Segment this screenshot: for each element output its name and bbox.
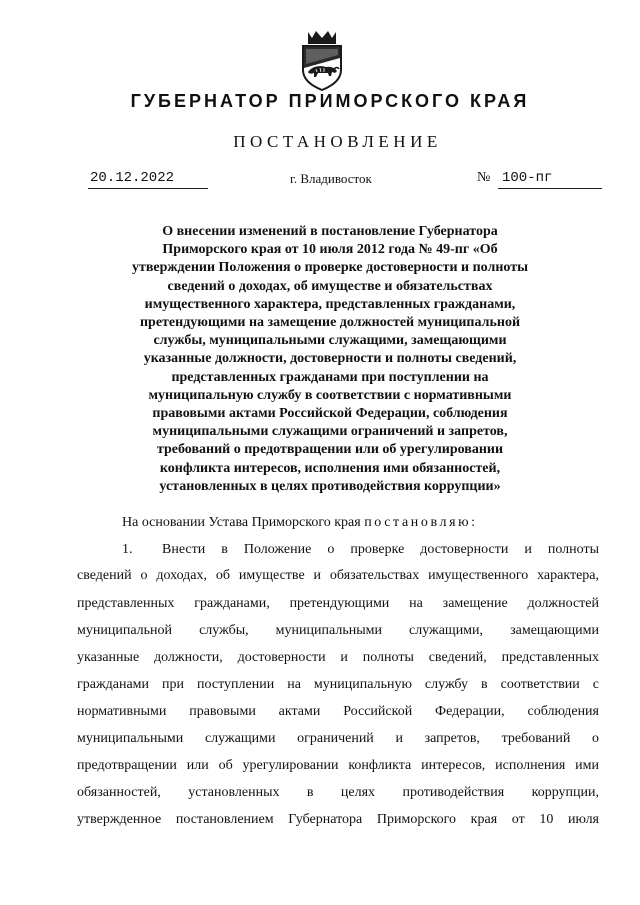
body-line: муниципальными служащими ограничений и запретов, требований о: [77, 731, 599, 746]
heading-line: представленных гражданами при поступлении на: [171, 369, 489, 385]
body-line: муниципальной службы, муниципальными служащими, замещающими: [77, 623, 599, 638]
intro-suffix: :: [471, 515, 476, 530]
heading-line: конфликта интересов, исполнения ими обязанностей,: [159, 460, 501, 476]
document-city: г. Владивосток: [290, 171, 372, 186]
body-line: представленных гражданами, претендующими на замещение должностей: [77, 596, 599, 611]
body-line: указанные должности, достоверности и полноты сведений, представленных: [77, 650, 599, 665]
governor-title: ГУБЕРНАТОР ПРИМОРСКОГО КРАЯ: [130, 91, 530, 111]
heading-line: сведений о доходах, об имуществе и обязательствах: [167, 278, 493, 294]
primorsky-krai-coat-of-arms-icon: [296, 28, 348, 92]
intro-paragraph: [122, 515, 475, 531]
body-line: утвержденное постановлением Губернатора Приморского края от 10 июля: [77, 812, 599, 827]
document-heading: [100, 223, 560, 496]
document-number: 100-пг: [498, 170, 602, 189]
item-1-text: Внести в Положение о проверке достоверности и полноты: [162, 542, 599, 557]
heading-line: требований о предотвращении или об урегулировании: [156, 442, 504, 458]
body-line: гражданами при поступлении на муниципальную службу в соответствии с: [77, 677, 599, 692]
document-type: ПОСТАНОВЛЕНИЕ: [233, 132, 442, 151]
heading-line: муниципальную службу в соответствии с нормативными: [148, 387, 512, 403]
heading-line: О внесении изменений в постановление Губернатора: [162, 224, 498, 239]
intro-decree-word: постановляю: [364, 515, 472, 530]
heading-line: Приморского края от 10 июля 2012 года № 49-пг «Об: [162, 242, 498, 258]
heading-line: правовыми актами Российской Федерации, соблюдения: [152, 406, 508, 422]
heading-line: имущественного характера, представленных гражданами,: [144, 296, 516, 312]
number-sign: №: [477, 170, 491, 185]
heading-line: муниципальными служащими ограничений и запретов,: [152, 424, 508, 440]
body-line: предотвращении или об урегулировании конфликта интересов, исполнения ими: [77, 758, 599, 773]
item-number: 1.: [122, 542, 133, 557]
heading-line: установленных в целях противодействия коррупции»: [159, 478, 501, 494]
body-line: обязанностей, установленных в целях противодействия коррупции,: [77, 785, 599, 800]
heading-line: службы, муниципальными служащими, замещающими: [153, 333, 507, 349]
heading-line: утверждении Положения о проверке достоверности и полноты: [131, 260, 529, 276]
body-line: сведений о доходах, об имуществе и обязательствах имущественного характера,: [77, 568, 599, 583]
heading-line: претендующими на замещение должностей муниципальной: [139, 315, 521, 331]
body-line: нормативными правовыми актами Российской Федерации, соблюдения: [77, 704, 599, 719]
document-date: 20.12.2022: [88, 170, 208, 189]
item-1-first-line: [122, 542, 599, 558]
intro-prefix: На основании Устава Приморского края: [122, 515, 365, 530]
heading-line: указанные должности, достоверности и полноты сведений,: [143, 351, 517, 367]
